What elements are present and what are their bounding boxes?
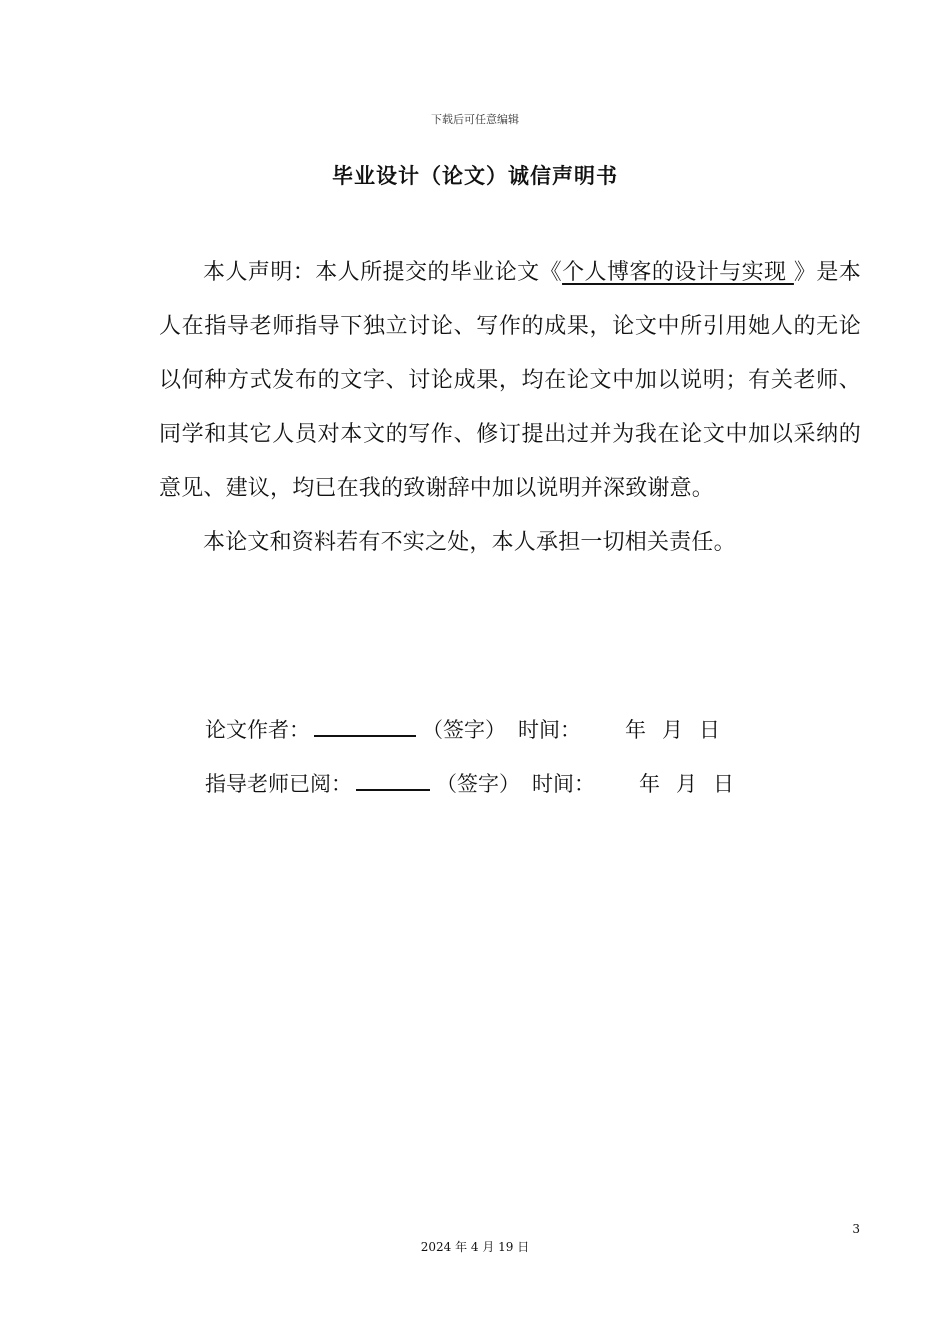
thesis-title: 个人博客的设计与实现: [562, 260, 794, 285]
declaration-body: [159, 246, 861, 570]
declaration-prefix: 本人声明：本人所提交的毕业论文《: [203, 260, 563, 285]
advisor-signature-blank[interactable]: [356, 769, 430, 791]
page-number: 3: [852, 1222, 860, 1236]
advisor-time-label: 时间：: [532, 772, 595, 796]
declaration-paragraph-2: 本论文和资料若有不实之处，本人承担一切相关责任。: [203, 530, 736, 555]
author-signature-line: [205, 714, 720, 744]
footer-date: 2024 年 4 月 19 日: [420, 1240, 530, 1254]
author-time-label: 时间：: [518, 718, 581, 742]
author-label: 论文作者：: [205, 718, 310, 742]
declaration-paragraph-1: [159, 246, 861, 516]
advisor-label: 指导老师已阅：: [205, 772, 352, 796]
document-title: 毕业设计（论文）诚信声明书: [332, 164, 618, 188]
author-year-label: 年: [625, 718, 646, 742]
header-note: 下载后可任意编辑: [431, 113, 519, 126]
advisor-month-label: 月: [676, 772, 697, 796]
author-day-label: 日: [699, 718, 720, 742]
advisor-sign-note: （签字）: [436, 772, 520, 796]
advisor-day-label: 日: [713, 772, 734, 796]
author-signature-blank[interactable]: [314, 715, 416, 737]
author-sign-note: （签字）: [422, 718, 506, 742]
advisor-signature-line: [205, 768, 734, 798]
author-month-label: 月: [662, 718, 683, 742]
declaration-suffix: 》是本人在指导老师指导下独立讨论、写作的成果，论文中所引用她人的无论以何种方式发布的文字、讨论成果，均在论文中加以说明；有关老师、同学和其它人员对本文的写作、修订提出过并为我在论文中加以采纳的意见、建议，均已在我的致谢辞中加以说明并深致谢意。: [159, 260, 861, 501]
advisor-year-label: 年: [639, 772, 660, 796]
